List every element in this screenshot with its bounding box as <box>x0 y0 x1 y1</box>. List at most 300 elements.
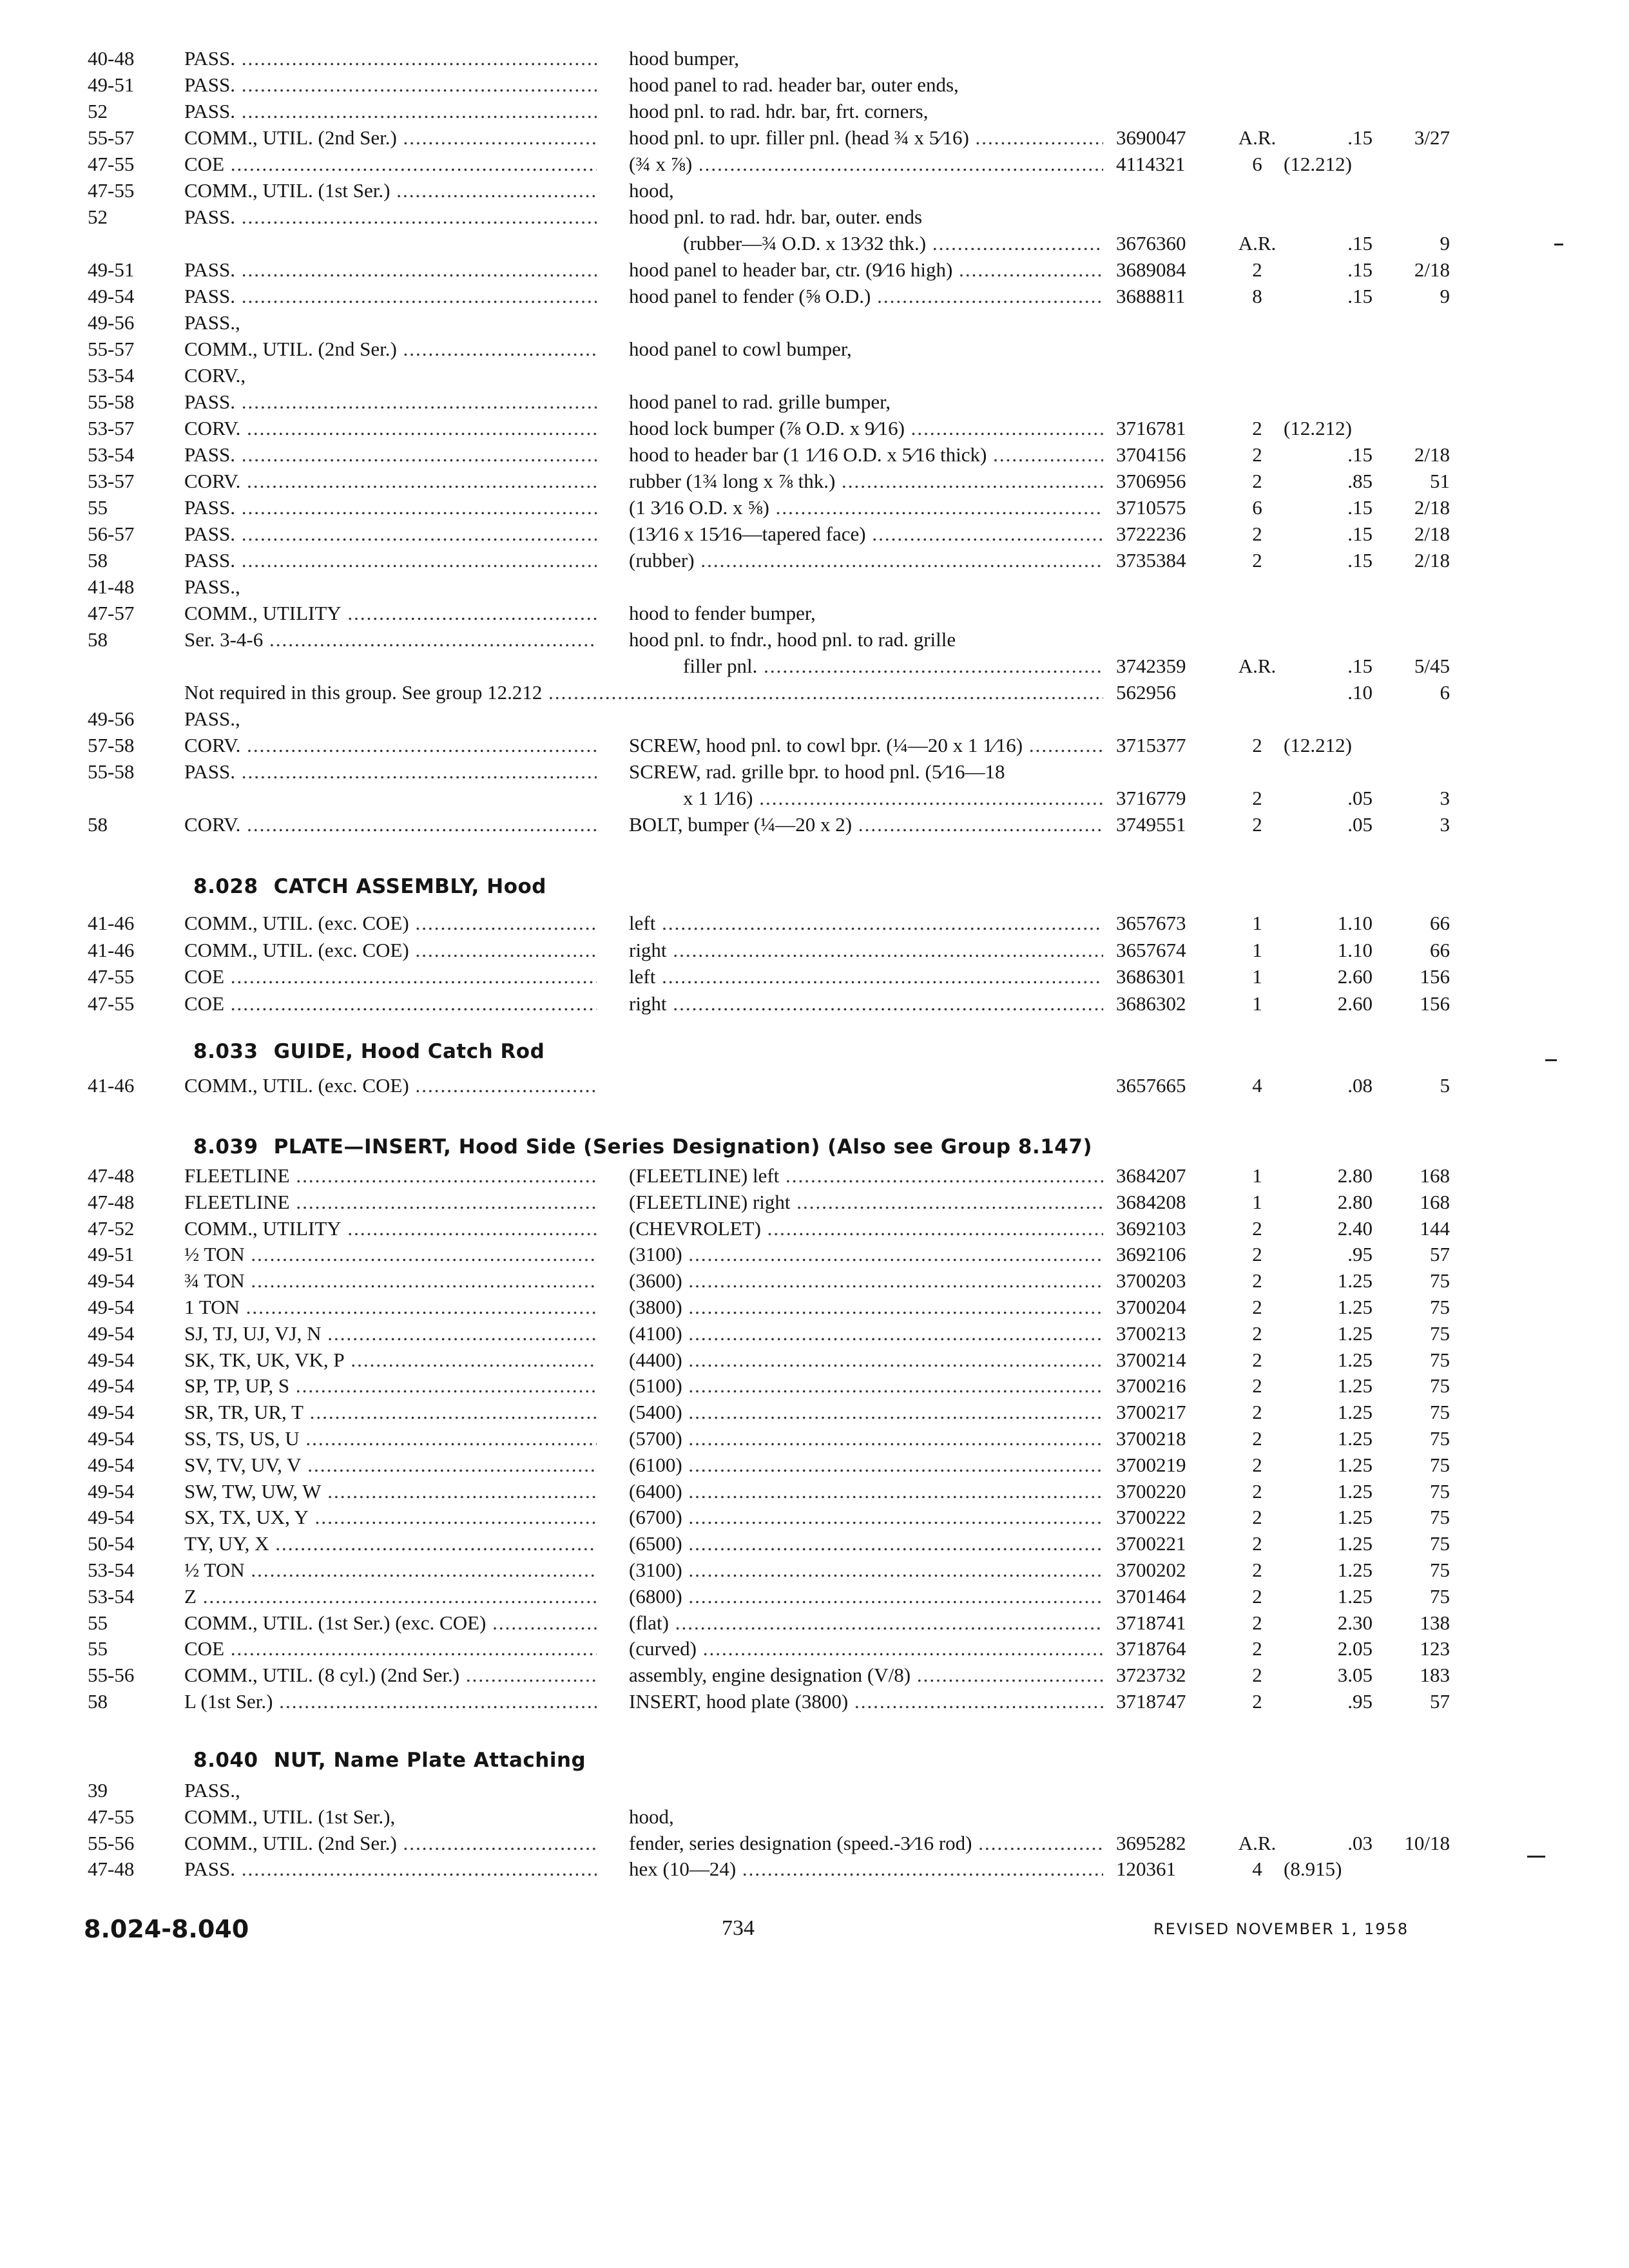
model-years: 47-55 <box>88 153 135 175</box>
model-years: 58 <box>88 1690 108 1713</box>
package-quantity: 3/27 <box>1414 126 1450 149</box>
model-years: 47-48 <box>88 1858 135 1880</box>
list-price: (12.212) <box>1284 417 1352 439</box>
parts-row <box>0 521 1629 547</box>
package-quantity: 2/18 <box>1414 258 1450 281</box>
model-years: 55-58 <box>88 390 135 413</box>
package-quantity: 9 <box>1440 232 1450 255</box>
model-series: PASS., <box>184 707 240 730</box>
package-quantity: 75 <box>1430 1506 1450 1528</box>
package-quantity: 9 <box>1440 285 1450 307</box>
model-series: COMM., UTIL. (exc. COE) ..... <box>184 910 597 936</box>
quantity: 1 <box>1252 939 1262 961</box>
model-years: 47-57 <box>88 602 135 624</box>
part-number: 3700213 <box>1116 1322 1186 1345</box>
model-years: 58 <box>88 628 108 651</box>
model-years: 47-52 <box>88 1217 135 1240</box>
list-price: .08 <box>1347 1074 1373 1097</box>
parts-row <box>0 547 1629 573</box>
part-number: 3692103 <box>1116 1217 1186 1240</box>
model-years: 47-55 <box>88 179 135 202</box>
parts-row <box>0 1215 1629 1242</box>
package-quantity: 75 <box>1430 1349 1450 1371</box>
part-number: 3695282 <box>1116 1832 1186 1854</box>
part-number: 3710575 <box>1116 496 1186 519</box>
parts-row <box>0 1583 1629 1610</box>
model-series: 1 TON ..... <box>184 1294 597 1320</box>
part-description: (3600) ..... <box>629 1267 1103 1294</box>
parts-row <box>0 679 1629 706</box>
model-years: 49-56 <box>88 707 135 730</box>
model-years: 49-54 <box>88 1296 135 1318</box>
part-description: (curved) ..... <box>629 1635 1103 1662</box>
section-heading <box>193 874 546 900</box>
parts-row <box>0 177 1629 204</box>
part-description: hex (10—24) ..... <box>629 1856 1103 1882</box>
model-years: 55 <box>88 496 108 519</box>
part-number: 3716781 <box>1116 417 1186 439</box>
model-series: PASS. ..... <box>184 283 597 309</box>
part-description: hood lock bumper (⅞ O.D. x 9⁄16) ..... <box>629 415 1103 441</box>
part-number: 3689084 <box>1116 258 1186 281</box>
quantity: 2 <box>1252 417 1262 439</box>
parts-row <box>0 963 1629 990</box>
part-number: 3700216 <box>1116 1374 1186 1397</box>
parts-row <box>0 1267 1629 1294</box>
package-quantity: 75 <box>1430 1480 1450 1503</box>
model-years: 47-55 <box>88 1805 135 1828</box>
model-series: SJ, TJ, UJ, VJ, N ..... <box>184 1320 597 1347</box>
package-quantity: 2/18 <box>1414 496 1450 519</box>
part-description: hood, <box>629 1805 674 1828</box>
quantity: 2 <box>1252 1637 1262 1660</box>
parts-row <box>0 653 1629 679</box>
list-price: 1.25 <box>1337 1506 1373 1528</box>
package-quantity: 75 <box>1430 1559 1450 1581</box>
model-years: 55-56 <box>88 1832 135 1854</box>
margin-mark <box>1527 1856 1545 1858</box>
model-years: 39 <box>88 1779 108 1802</box>
parts-row <box>0 1504 1629 1530</box>
model-years: 55-57 <box>88 126 135 149</box>
model-series: SX, TX, UX, Y ..... <box>184 1504 597 1530</box>
list-price: .15 <box>1347 549 1373 572</box>
model-series: ½ TON ..... <box>184 1241 597 1267</box>
quantity: 1 <box>1252 1191 1262 1213</box>
quantity: 2 <box>1252 1664 1262 1686</box>
model-years: 41-46 <box>88 939 135 961</box>
model-years: 49-51 <box>88 258 135 281</box>
model-series: PASS. ..... <box>184 1856 597 1882</box>
quantity: 1 <box>1252 965 1262 988</box>
package-quantity: 2/18 <box>1414 523 1450 545</box>
parts-row <box>0 1320 1629 1347</box>
quantity: 8 <box>1252 285 1262 307</box>
part-description: hood panel to header bar, ctr. (9⁄16 high) ..... <box>629 256 1103 283</box>
part-description: (5400) ..... <box>629 1399 1103 1425</box>
part-number: 562956 <box>1116 681 1176 704</box>
part-description: hood pnl. to fndr., hood pnl. to rad. grille <box>629 628 956 651</box>
quantity: 2 <box>1252 1243 1262 1265</box>
part-description: (6500) ..... <box>629 1530 1103 1557</box>
parts-row <box>0 1557 1629 1583</box>
model-series: COE ..... <box>184 963 597 990</box>
part-number: 3690047 <box>1116 126 1186 149</box>
part-description: hood panel to cowl bumper, <box>629 338 852 360</box>
part-description: (6700) ..... <box>629 1504 1103 1530</box>
list-price: 2.60 <box>1337 992 1373 1015</box>
part-description: hood bumper, <box>629 47 739 70</box>
parts-row <box>0 441 1629 468</box>
model-years: 52 <box>88 100 108 122</box>
quantity: 2 <box>1252 1532 1262 1555</box>
quantity: 2 <box>1252 1427 1262 1450</box>
model-series: COMM., UTIL. (2nd Ser.) ..... <box>184 1830 597 1856</box>
package-quantity: 75 <box>1430 1585 1450 1608</box>
section-code: 8.033 <box>193 1040 258 1063</box>
parts-row <box>0 1425 1629 1452</box>
model-years: 50-54 <box>88 1532 135 1555</box>
package-quantity: 3 <box>1440 813 1450 836</box>
margin-mark <box>1554 244 1563 245</box>
part-description: (3100) ..... <box>629 1241 1103 1267</box>
model-series: PASS. ..... <box>184 98 597 124</box>
model-series: PASS. ..... <box>184 441 597 468</box>
model-years: 49-54 <box>88 1480 135 1503</box>
model-years: 49-56 <box>88 311 135 334</box>
list-price: 2.05 <box>1337 1637 1373 1660</box>
part-number: 3700204 <box>1116 1296 1186 1318</box>
quantity: 2 <box>1252 1322 1262 1345</box>
parts-row <box>0 990 1629 1017</box>
model-series: PASS. ..... <box>184 389 597 415</box>
parts-row <box>0 1803 1629 1830</box>
quantity: 2 <box>1252 258 1262 281</box>
parts-row <box>0 336 1629 362</box>
model-series: ½ TON ..... <box>184 1557 597 1583</box>
part-description: fender, series designation (speed.-3⁄16 rod) ..... <box>629 1830 1103 1856</box>
model-years: 53-57 <box>88 417 135 439</box>
quantity: A.R. <box>1238 1832 1277 1854</box>
package-quantity: 75 <box>1430 1269 1450 1292</box>
model-years: 57-58 <box>88 734 135 756</box>
quantity: 1 <box>1252 912 1262 934</box>
part-description: assembly, engine designation (V/8) ..... <box>629 1662 1103 1688</box>
model-years: 49-54 <box>88 1349 135 1371</box>
part-description: SCREW, rad. grille bpr. to hood pnl. (5⁄16—18 <box>629 760 1005 783</box>
model-years: 56-57 <box>88 523 135 545</box>
model-years: 49-54 <box>88 1506 135 1528</box>
model-years: 47-48 <box>88 1191 135 1213</box>
note-text: Not required in this group. See group 12.212 ..... <box>184 679 1103 706</box>
model-series: CORV. ..... <box>184 468 597 494</box>
part-number: 3722236 <box>1116 523 1186 545</box>
quantity: 2 <box>1252 1611 1262 1634</box>
package-quantity: 6 <box>1440 681 1450 704</box>
list-price: 1.25 <box>1337 1322 1373 1345</box>
list-price: .95 <box>1347 1243 1373 1265</box>
parts-row <box>0 230 1629 256</box>
list-price: 2.60 <box>1337 965 1373 988</box>
parts-row <box>0 389 1629 415</box>
model-years: 53-57 <box>88 470 135 492</box>
part-description: (rubber) ..... <box>629 547 1103 573</box>
quantity: 2 <box>1252 470 1262 492</box>
list-price: 1.25 <box>1337 1480 1373 1503</box>
parts-row <box>0 1072 1629 1099</box>
quantity: 4 <box>1252 1074 1262 1097</box>
model-years: 53-54 <box>88 1559 135 1581</box>
parts-row <box>0 1478 1629 1504</box>
parts-row <box>0 362 1629 389</box>
parts-row <box>0 1347 1629 1373</box>
quantity: 2 <box>1252 1401 1262 1423</box>
part-number: 3701464 <box>1116 1585 1186 1608</box>
model-series: Z ..... <box>184 1583 597 1610</box>
package-quantity: 57 <box>1430 1243 1450 1265</box>
model-years: 55-58 <box>88 760 135 783</box>
part-number: 3700217 <box>1116 1401 1186 1423</box>
package-quantity: 5 <box>1440 1074 1450 1097</box>
list-price: .15 <box>1347 443 1373 466</box>
parts-row <box>0 1530 1629 1557</box>
list-price: 1.25 <box>1337 1559 1373 1581</box>
quantity: 2 <box>1252 1585 1262 1608</box>
package-quantity: 2/18 <box>1414 549 1450 572</box>
model-series: COMM., UTIL. (2nd Ser.) ..... <box>184 124 597 151</box>
model-series: COMM., UTIL. (exc. COE) ..... <box>184 1072 597 1099</box>
list-price: 1.10 <box>1337 939 1373 961</box>
part-number: 3657673 <box>1116 912 1186 934</box>
quantity: 2 <box>1252 1454 1262 1476</box>
model-years: 49-54 <box>88 1374 135 1397</box>
model-series: CORV. ..... <box>184 811 597 838</box>
parts-row <box>0 124 1629 151</box>
part-number: 3742359 <box>1116 655 1186 677</box>
package-quantity: 66 <box>1430 939 1450 961</box>
part-description: (FLEETLINE) right ..... <box>629 1189 1103 1215</box>
quantity: 2 <box>1252 734 1262 756</box>
part-description: left ..... <box>629 963 1103 990</box>
list-price: 1.25 <box>1337 1454 1373 1476</box>
quantity: 6 <box>1252 153 1262 175</box>
list-price: 1.25 <box>1337 1585 1373 1608</box>
parts-row <box>0 937 1629 963</box>
part-description: hood pnl. to rad. hdr. bar, outer. ends <box>629 206 923 228</box>
parts-row <box>0 1830 1629 1856</box>
section-title: PLATE—INSERT, Hood Side (Series Designation) (Also see Group 8.147) <box>273 1135 1093 1158</box>
part-description: hood to fender bumper, <box>629 602 816 624</box>
part-number: 3657665 <box>1116 1074 1186 1097</box>
parts-row <box>0 732 1629 758</box>
model-years: 49-54 <box>88 1454 135 1476</box>
package-quantity: 156 <box>1420 992 1450 1015</box>
package-quantity: 144 <box>1420 1217 1450 1240</box>
part-description: (3800) ..... <box>629 1294 1103 1320</box>
list-price: (12.212) <box>1284 734 1352 756</box>
part-description: hood, <box>629 179 674 202</box>
part-number: 3704156 <box>1116 443 1186 466</box>
quantity: 2 <box>1252 1480 1262 1503</box>
list-price: 2.40 <box>1337 1217 1373 1240</box>
model-series: TY, UY, X ..... <box>184 1530 597 1557</box>
quantity: 1 <box>1252 992 1262 1015</box>
model-years: 58 <box>88 813 108 836</box>
list-price: .10 <box>1347 681 1373 704</box>
part-description: (3100) ..... <box>629 1557 1103 1583</box>
model-series: SV, TV, UV, V ..... <box>184 1452 597 1478</box>
parts-row <box>0 1610 1629 1636</box>
model-series: PASS. ..... <box>184 758 597 785</box>
package-quantity: 168 <box>1420 1164 1450 1187</box>
part-description: left ..... <box>629 910 1103 936</box>
parts-row <box>0 494 1629 521</box>
model-years: 58 <box>88 549 108 572</box>
part-number: 3657674 <box>1116 939 1186 961</box>
package-quantity: 75 <box>1430 1454 1450 1476</box>
list-price: 1.25 <box>1337 1532 1373 1555</box>
section-title: NUT, Name Plate Attaching <box>273 1749 586 1772</box>
parts-row <box>0 626 1629 653</box>
part-description: (6100) ..... <box>629 1452 1103 1478</box>
part-number: 3686302 <box>1116 992 1186 1015</box>
model-years: 47-48 <box>88 1164 135 1187</box>
part-number: 3700221 <box>1116 1532 1186 1555</box>
quantity: 2 <box>1252 1506 1262 1528</box>
model-years: 47-55 <box>88 965 135 988</box>
part-description: (CHEVROLET) ..... <box>629 1215 1103 1242</box>
model-years: 49-54 <box>88 1427 135 1450</box>
part-description: (5100) ..... <box>629 1372 1103 1399</box>
list-price: 3.05 <box>1337 1664 1373 1686</box>
model-series: FLEETLINE ..... <box>184 1189 597 1215</box>
quantity: 2 <box>1252 523 1262 545</box>
parts-row <box>0 468 1629 494</box>
section-heading <box>193 1747 586 1774</box>
package-quantity: 138 <box>1420 1611 1450 1634</box>
margin-mark <box>1545 1059 1557 1061</box>
list-price: .15 <box>1347 285 1373 307</box>
part-description: rubber (1¾ long x ⅞ thk.) ..... <box>629 468 1103 494</box>
part-description: hood panel to rad. header bar, outer ends, <box>629 73 959 96</box>
section-code: 8.039 <box>193 1135 258 1158</box>
quantity: 2 <box>1252 1374 1262 1397</box>
part-number: 3718741 <box>1116 1611 1186 1634</box>
list-price: 1.25 <box>1337 1296 1373 1318</box>
quantity: 4 <box>1252 1858 1262 1880</box>
package-quantity: 66 <box>1430 912 1450 934</box>
part-description: (13⁄16 x 15⁄16—tapered face) ..... <box>629 521 1103 547</box>
quantity: 2 <box>1252 1217 1262 1240</box>
parts-row <box>0 1662 1629 1688</box>
part-description: x 1 1⁄16) ..... <box>683 785 1103 811</box>
parts-row <box>0 811 1629 838</box>
part-description: right ..... <box>629 990 1103 1017</box>
part-description: (4100) ..... <box>629 1320 1103 1347</box>
model-series: SW, TW, UW, W ..... <box>184 1478 597 1504</box>
part-description: (4400) ..... <box>629 1347 1103 1373</box>
part-number: 3700214 <box>1116 1349 1186 1371</box>
parts-row <box>0 1777 1629 1803</box>
part-description: filler pnl. ..... <box>683 653 1103 679</box>
model-series: PASS. ..... <box>184 45 597 72</box>
model-years: 47-55 <box>88 992 135 1015</box>
parts-row <box>0 1688 1629 1715</box>
model-series: COMM., UTIL. (exc. COE) ..... <box>184 937 597 963</box>
quantity: A.R. <box>1238 655 1277 677</box>
model-series: COMM., UTIL. (2nd Ser.) ..... <box>184 336 597 362</box>
quantity: 2 <box>1252 1296 1262 1318</box>
model-series: COE ..... <box>184 1635 597 1662</box>
part-number: 3715377 <box>1116 734 1186 756</box>
model-series: PASS., <box>184 311 240 334</box>
model-series: FLEETLINE ..... <box>184 1162 597 1189</box>
list-price: .03 <box>1347 1832 1373 1854</box>
parts-row <box>0 309 1629 336</box>
part-number: 3684208 <box>1116 1191 1186 1213</box>
part-number: 3718747 <box>1116 1690 1186 1713</box>
model-years: 41-48 <box>88 575 135 598</box>
part-number: 3684207 <box>1116 1164 1186 1187</box>
list-price: .15 <box>1347 126 1373 149</box>
part-number: 3692106 <box>1116 1243 1186 1265</box>
section-title: GUIDE, Hood Catch Rod <box>273 1040 545 1063</box>
quantity: A.R. <box>1238 232 1277 255</box>
part-description: (5700) ..... <box>629 1425 1103 1452</box>
section-title: CATCH ASSEMBLY, Hood <box>273 875 546 898</box>
model-years: 55 <box>88 1611 108 1634</box>
quantity: 2 <box>1252 1690 1262 1713</box>
parts-row <box>0 1856 1629 1882</box>
parts-row <box>0 1452 1629 1478</box>
part-description: SCREW, hood pnl. to cowl bpr. (¼—20 x 1 1⁄16) ..... <box>629 732 1103 758</box>
parts-row <box>0 1162 1629 1189</box>
model-series: PASS. ..... <box>184 547 597 573</box>
list-price: 2.80 <box>1337 1191 1373 1213</box>
model-series: Ser. 3-4-6 ..... <box>184 626 597 653</box>
list-price: .85 <box>1347 470 1373 492</box>
parts-row <box>0 910 1629 936</box>
model-series: COMM., UTIL. (1st Ser.) ..... <box>184 177 597 204</box>
part-number: 3700202 <box>1116 1559 1186 1581</box>
parts-row <box>0 1635 1629 1662</box>
part-description: hood pnl. to rad. hdr. bar, frt. corners, <box>629 100 929 122</box>
quantity: 2 <box>1252 1269 1262 1292</box>
package-quantity: 75 <box>1430 1532 1450 1555</box>
quantity: A.R. <box>1238 126 1277 149</box>
part-number: 3718764 <box>1116 1637 1186 1660</box>
quantity: 6 <box>1252 496 1262 519</box>
package-quantity: 10/18 <box>1404 1832 1450 1854</box>
list-price: (12.212) <box>1284 153 1352 175</box>
model-series: PASS. ..... <box>184 256 597 283</box>
part-number: 3716779 <box>1116 787 1186 809</box>
model-series: PASS., <box>184 1779 240 1802</box>
model-years: 52 <box>88 206 108 228</box>
package-quantity: 168 <box>1420 1191 1450 1213</box>
part-description: hood panel to fender (⅝ O.D.) ..... <box>629 283 1103 309</box>
parts-row <box>0 1372 1629 1399</box>
parts-row <box>0 415 1629 441</box>
model-series: CORV. ..... <box>184 415 597 441</box>
model-series: COMM., UTIL. (1st Ser.), <box>184 1805 396 1828</box>
package-quantity: 75 <box>1430 1322 1450 1345</box>
package-quantity: 75 <box>1430 1374 1450 1397</box>
package-quantity: 2/18 <box>1414 443 1450 466</box>
model-years: 49-54 <box>88 1322 135 1345</box>
list-price: .15 <box>1347 523 1373 545</box>
part-description: (1 3⁄16 O.D. x ⅝) ..... <box>629 494 1103 521</box>
